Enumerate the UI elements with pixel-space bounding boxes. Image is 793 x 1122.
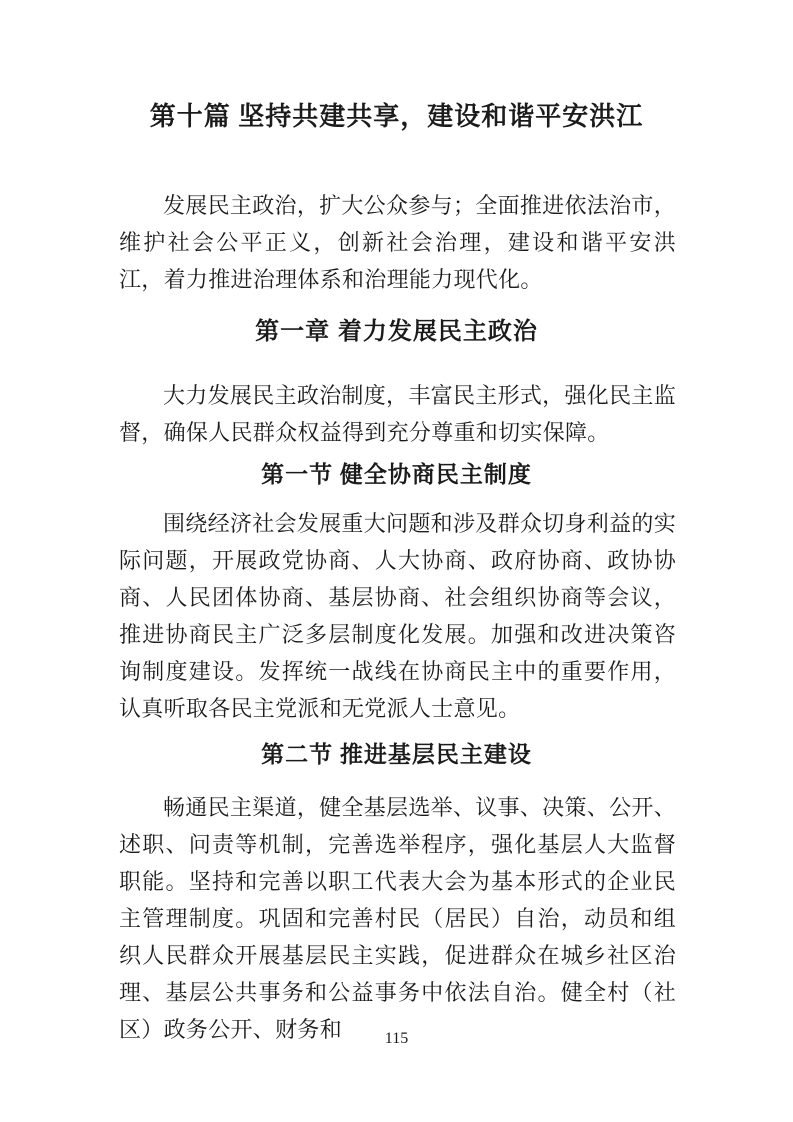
- section2-body-paragraph: 畅通民主渠道，健全基层选举、议事、决策、公开、述职、问责等机制，完善选举程序，强化基层人大监督职能。坚持和完善以职工代表大会为基本形式的企业民主管理制度。巩固和完善村民（居民）自治，动员和组织人民群众开展基层民主实践，促进群众在城乡社区治理、基层公共事务和公益事务中依法自治。健全村（社区）政务公开、财务和: [119, 795, 676, 1042]
- page-number: 115: [384, 1030, 409, 1047]
- section1-body-paragraph: 围绕经济社会发展重大问题和涉及群众切身利益的实际问题，开展政党协商、人大协商、政府协商、政协协商、人民团体协商、基层协商、社会组织协商等会议，推进协商民主广泛多层制度化发展。加强和改进决策咨询制度建设。发挥统一战线在协商民主中的重要作用，认真听取各民主党派和无党派人士意见。: [119, 511, 676, 721]
- section2-heading: 第二节 推进基层民主建设: [261, 742, 532, 767]
- intro-paragraph: 发展民主政治，扩大公众参与；全面推进依法治市，维护社会公平正义，创新社会治理，建设和谐平安洪江，着力推进治理体系和治理能力现代化。: [119, 193, 676, 292]
- page-title: 第十篇 坚持共建共享，建设和谐平安洪江: [149, 102, 644, 131]
- section1-heading: 第一节 健全协商民主制度: [261, 462, 532, 487]
- chapter1-intro-paragraph: 大力发展民主政治制度，丰富民主形式，强化民主监督，确保人民群众权益得到充分尊重和切实保障。: [119, 383, 676, 445]
- chapter1-heading: 第一章 着力发展民主政治: [255, 318, 538, 345]
